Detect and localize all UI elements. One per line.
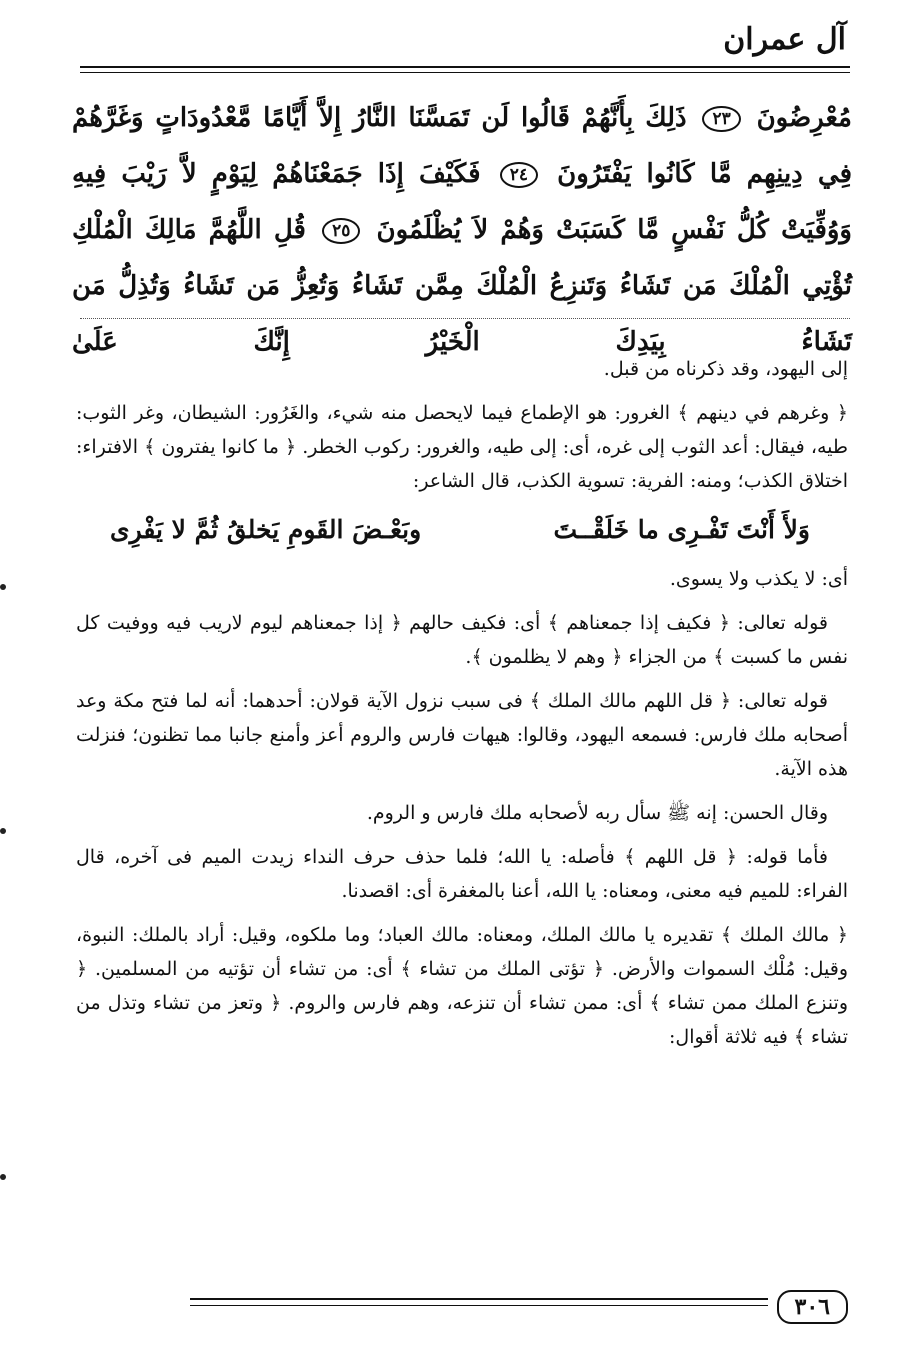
commentary-paragraph: وقال الحسن: إنه ﷺ سأل ربه لأصحابه ملك فارس و الروم.: [366, 802, 828, 824]
footer-rule: [190, 1298, 768, 1300]
commentary-paragraph: أى: لا يكذب ولا يسوى.: [669, 568, 848, 590]
ayah-number-marker: ٢٤: [500, 162, 538, 188]
header-rule: [80, 66, 850, 68]
poem-second-hemistich: وبَعْـضَ القَومِ يَخلقُ ثُمَّ لا يَفْرِى: [110, 515, 422, 544]
surah-title: آل عمران: [723, 22, 846, 57]
commentary-paragraph: فأما قوله: ﴿ قل اللهم ﴾ فأصله: يا الله؛ فلما حذف حرف النداء زيدت الميم فى آخره، قال الفراء: للميم فيه معنى، ومعناه: يا الله، أعنا بالمغفرة أى: اقصدنا.: [76, 846, 848, 902]
ayah-number-marker: ٢٣: [702, 106, 740, 132]
commentary-paragraph: ﴿ وغرهم في دينهم ﴾ الغرور: هو الإطماع فيما لايحصل منه شيء، والغَرُور: الشيطان، وغر الثوب: طيه، فيقال: أعد الثوب إلى غره، أى: إلى طيه، والغرور: ركوب الخطر. ﴿ ما كانوا يفترون ﴾ الافتراء: اختلاق الكذب؛ ومنه: الفرية: تسوية الكذب، قال الشاعر:: [76, 402, 848, 492]
footer-rule-thin: [190, 1305, 768, 1306]
quran-segment: ذَلِكَ بِأَنَّهُمْ قَالُوا لَن تَمَسَّنَا النَّارُ إِلاَّ أَيَّامًا مَّعْدُودَاتٍ وَغَرَّهُمْ فِي دِينِهِم مَّا كَانُوا يَفْتَرُونَ: [72, 103, 852, 189]
quran-verses: [72, 90, 852, 370]
page-number: ٣٠٦: [777, 1290, 848, 1324]
commentary-paragraph: إلى اليهود، وقد ذكرناه من قبل.: [603, 358, 848, 380]
margin-mark: [0, 828, 6, 834]
header-rule-thin: [80, 72, 850, 73]
quran-segment: قُلِ اللَّهُمَّ مَالِكَ الْمُلْكِ تُؤْتِي الْمُلْكَ مَن تَشَاءُ وَتَنزِعُ الْمُلْكَ مِمَّن تَشَاءُ وَتُعِزُّ مَن تَشَاءُ وَتُذِلُّ مَن تَشَاءُ بِيَدِكَ الْخَيْرُ إِنَّكَ عَلَىٰ: [72, 215, 852, 357]
margin-mark: [0, 1174, 6, 1180]
ayah-number-marker: ٢٥: [322, 218, 360, 244]
section-divider: [80, 318, 850, 319]
quran-segment: فَكَيْفَ إِذَا جَمَعْنَاهُمْ لِيَوْمٍ لاَّ رَيْبَ فِيهِ وَوُفِّيَتْ كُلُّ نَفْسٍ مَّا كَسَبَتْ وَهُمْ لاَ يُظْلَمُونَ: [72, 159, 852, 245]
commentary-paragraph: قوله تعالى: ﴿ قل اللهم مالك الملك ﴾ فى سبب نزول الآية قولان: أحدهما: أنه لما فتح مكة وعد أصحابه ملك فارس: فسمعه اليهود، وقالوا: هيهات فارس والروم أعز وأمنع جانبا مما تظنون؛ فنزلت هذه الآية.: [76, 690, 848, 780]
quran-segment: مُعْرِضُونَ: [756, 103, 852, 133]
poetry-verse: [110, 508, 810, 552]
poem-first-hemistich: وَلأَ أَنْتَ تَفْـرِى ما خَلَقْــتَ: [553, 515, 810, 544]
margin-mark: [0, 584, 6, 590]
commentary-paragraph: قوله تعالى: ﴿ فكيف إذا جمعناهم ﴾ أى: فكيف حالهم ﴿ إذا جمعناهم ليوم لاريب فيه ووفيت كل نفس ما كسبت ﴾ من الجزاء ﴿ وهم لا يظلمون ﴾.: [76, 612, 848, 668]
commentary-text: [76, 352, 848, 1064]
commentary-paragraph: ﴿ مالك الملك ﴾ تقديره يا مالك الملك، ومعناه: مالك العباد؛ وما ملكوه، وقيل: أراد بالملك: النبوة، وقيل: مُلْك السموات والأرض. ﴿ تؤتى الملك من تشاء ﴾ أى: من تشاء أن تؤتيه من المسلمين. ﴿ وتنزع الملك ممن تشاء ﴾ أى: ممن تشاء أن تنزعه، وهم فارس والروم. ﴿ وتعز من تشاء وتذل من تشاء ﴾ فيه ثلاثة أقوال:: [76, 924, 848, 1048]
